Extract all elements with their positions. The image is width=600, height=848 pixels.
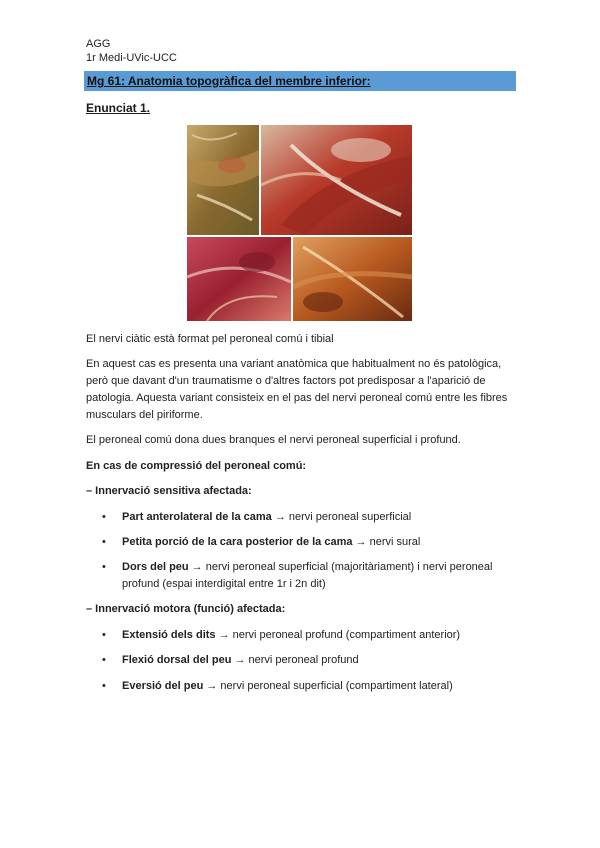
bullet-icon: • xyxy=(102,654,106,666)
sensitive-heading: – Innervació sensitiva afectada: xyxy=(86,485,252,497)
paragraph-sciatic: El nervi ciàtic està format pel peroneal comú i tibial xyxy=(86,333,334,345)
list-item: • Eversió del peu → nervi peroneal superficial (compartiment lateral) xyxy=(122,678,522,695)
motor-heading: – Innervació motora (funció) afectada: xyxy=(86,603,286,615)
dissection-photo-bottom-right xyxy=(293,237,412,321)
paragraph-branches: El peroneal comú dona dues branques el nervi peroneal superficial i profund. xyxy=(86,434,461,446)
document-title: Mg 61: Anatomia topogràfica del membre inferior: xyxy=(87,74,371,88)
section-heading: Enunciat 1. xyxy=(86,101,151,115)
list-item: • Flexió dorsal del peu → nervi peroneal profund xyxy=(122,652,522,669)
list-item: • Extensió dels dits → nervi peroneal profund (compartiment anterior) xyxy=(122,627,522,644)
dissection-photo-top-right xyxy=(261,125,412,235)
title-banner xyxy=(84,71,516,91)
list-item: • Dors del peu → nervi peroneal superficial (majoritàriament) i nervi peroneal profund (espai interdigital entre 1r i 2n dit) xyxy=(102,561,493,590)
paragraph-compression: En cas de compressió del peroneal comú: xyxy=(86,460,307,472)
list-item: • Part anterolateral de la cama → nervi peroneal superficial xyxy=(122,509,522,526)
bullet-icon: • xyxy=(102,629,106,641)
bullet-icon: • xyxy=(102,680,106,692)
dissection-photo-bottom-left xyxy=(187,237,291,321)
dissection-photo-top-left xyxy=(187,125,259,235)
bullet-icon: • xyxy=(102,511,106,523)
bullet-icon: • xyxy=(102,536,106,548)
paragraph-variant: En aquest cas es presenta una variant anatòmica que habitualment no és patològica, però que davant d'un traumatisme o d'altres factors pot predisposar a l'aparició de patologia. Aquesta variant consisteix en el pas del nervi peroneal comú entre les fibres musculars del piriforme. xyxy=(86,358,508,421)
header-initials: AGG xyxy=(86,38,111,50)
header-course: 1r Medi-UVic-UCC xyxy=(86,52,177,64)
list-item: • Petita porció de la cara posterior de la cama → nervi sural xyxy=(122,534,522,551)
bullet-icon: • xyxy=(102,561,106,573)
